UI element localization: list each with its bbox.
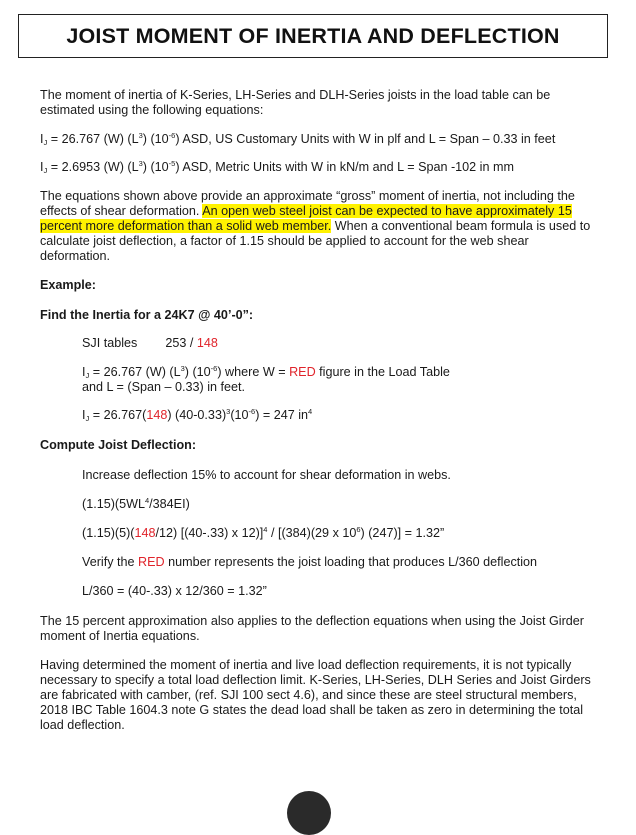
l360-line: L/360 = (40-.33) x 12/360 = 1.32” <box>82 584 267 598</box>
inertia-formula-step: $I_J = 26.767$ (W) $(L^3)$ $(10^{-6})$ where W = RED figure in the Load Table and L = (Span – 0.33) in feet. <box>82 364 450 394</box>
increase-deflection-line: Increase deflection 15% to account for shear deformation in webs. <box>82 468 451 482</box>
page-title: JOIST MOMENT OF INERTIA AND DEFLECTION <box>66 23 560 48</box>
gross-inertia-paragraph: The equations shown above provide an approximate “gross” moment of inertia, not including the effects of shear deformation. An open web steel joist can be expected to have approximately 15 percent more deformation than a solid web member. When a conventional beam formula is used to calculate joist deflection, a factor of 1.15 should be applied to account for the web shear deformation. <box>40 189 591 263</box>
deflection-substitution: (1.15)(5)(148/12) [(40-.33) x 12)]$^4$ / [(384)(29 x $10^6$) (247)] = 1.32” <box>82 525 445 540</box>
approximation-paragraph: The 15 percent approximation also applies to the deflection equations when using the Joist Girder moment of Inertia equations. <box>40 614 584 643</box>
example-heading: Example: <box>40 278 96 292</box>
find-inertia-heading: Find the Inertia for a 24K7 @ 40’-0”: <box>40 308 254 322</box>
inertia-result-step: $I_J = 26.767(148) (40-0.33)^3(10^{-6}) = 247$ $in^4$ <box>82 407 313 423</box>
closing-paragraph: Having determined the moment of inertia and live load deflection requirements, it is not typically necessary to specify a total load deflection limit. K-Series, LH-Series, DLH Series and Joist Girders are fabricated with camber, (ref. SJI 100 sect 4.6), and since these are steel structural members, 2018 IBC Table 1604.3 note G states the dead load shall be taken as zero in determining the total load deflection. <box>40 658 591 732</box>
title-box <box>18 14 608 58</box>
equation-asd-metric: $I_J = 2.6953$ (W) $(L^3)$ $(10^{-5})$ ASD, Metric Units with W in kN/m and L = Span -102 in mm <box>40 159 514 175</box>
intro-paragraph: The moment of inertia of K-Series, LH-Series and DLH-Series joists in the load table can be estimated using the following equations: <box>40 88 551 117</box>
equation-asd-us: $I_J = 26.767$ (W) $(L^3)$ $(10^{-6})$ ASD, US Customary Units with W in plf and L = Span – 0.33 in feet <box>40 131 556 147</box>
sji-tables-line: SJI tables 253 / 148 <box>82 336 218 350</box>
highlighted-statement: An open web steel joist can be expected to have approximately 15 percent more deformation than a solid web member. <box>40 204 572 233</box>
deflection-formula: $(1.15)(5WL^4/384EI)$ <box>82 496 190 511</box>
deflection-heading: Compute Joist Deflection: <box>40 438 197 452</box>
verify-red-line: Verify the RED number represents the joist loading that produces L/360 deflection <box>82 555 538 569</box>
sji-logo <box>287 791 331 835</box>
